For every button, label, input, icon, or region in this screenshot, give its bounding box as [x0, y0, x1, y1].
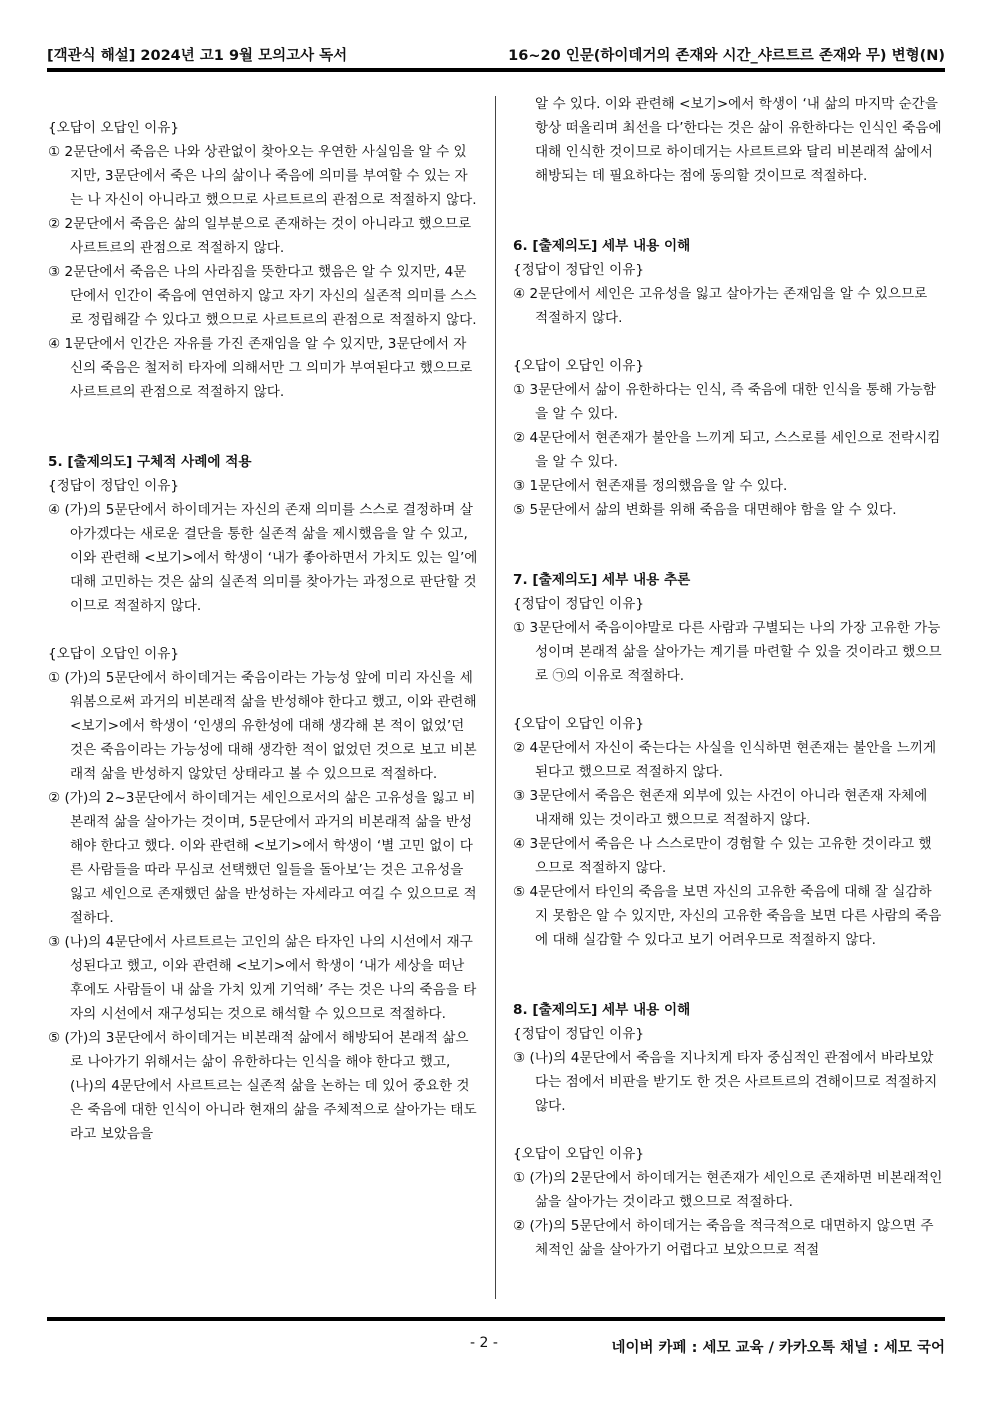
q5-continued: 알 수 있다. 이와 관련해 <보기>에서 학생이 ‘내 삶의 마지막 순간을 항상 떠올리며 최선을 다’한다는 것은 삶이 유한하다는 인식인 죽음에 대해 인식한 것이므로 하이데거는 사르트르와 달리 비본래적 삶에서 해방되는 데 필요하다는 점에 동의할 것이므로 적절하다. — [535, 96, 942, 184]
header-title: [객관식 해설] 2024년 고1 9월 모의고사 독서 — [47, 48, 348, 64]
q6-wrong-item: ② 4문단에서 현존재가 불안을 느끼게 되고, 스스로를 세인으로 전락시킴을 알 수 있다. — [513, 430, 941, 470]
q6-correct-label: {정답이 정답인 이유} — [513, 262, 644, 278]
q4-wrong-item: ① 2문단에서 죽음은 나와 상관없이 찾아오는 우연한 사실임을 알 수 있지만, 3문단에서 죽은 나의 삶이나 죽음에 의미를 부여할 수 있는 자는 나 자신이 아니라고 했으므로 사르트르의 관점으로 적절하지 않다. — [48, 144, 477, 208]
q5-correct-item: ④ (가)의 5문단에서 하이데거는 자신의 존재 의미를 스스로 결정하며 살아가겠다는 새로운 결단을 통한 실존적 삶을 제시했음을 알 수 있고, 이와 관련해 <보기>에서 학생이 ‘내가 좋아하면서 가치도 있는 일’에 대해 고민하는 것은 삶의 실존적 의미를 찾아가는 과정으로 판단할 것이므로 적절하지 않다. — [48, 502, 478, 614]
q7-wrong-label: {오답이 오답인 이유} — [513, 716, 644, 732]
q5-wrong-item: ⑤ (가)의 3문단에서 하이데거는 비본래적 삶에서 해방되어 본래적 삶으로 나아가기 위해서는 삶이 유한하다는 인식을 해야 한다고 했고, (나)의 4문단에서 사르트르는 실존적 삶을 논하는 데 있어 중요한 것은 죽음에 대한 인식이 아니라 현재의 삶을 주체적으로 살아가는 태도라고 보았음을 — [48, 1030, 477, 1142]
q5-title: 5. [출제의도] 구체적 사례에 적용 — [48, 454, 252, 470]
q6-wrong-item: ⑤ 5문단에서 삶의 변화를 위해 죽음을 대면해야 함을 알 수 있다. — [513, 502, 897, 518]
q5-wrong-item: ② (가)의 2~3문단에서 하이데거는 세인으로서의 삶은 고유성을 잃고 비본래적 삶을 살아가는 것이며, 5문단에서 과거의 비본래적 삶을 반성해야 한다고 했다. 이와 관련해 <보기>에서 학생이 ‘별 고민 없이 다른 사람들을 따라 무심코 선택했던 일들을 돌아보’는 것은 고유성을 잃고 세인으로 존재했던 삶을 반성하는 자세라고 여길 수 있으므로 적절하다. — [48, 790, 477, 926]
q7-correct-label: {정답이 정답인 이유} — [513, 596, 644, 612]
column-divider — [495, 96, 496, 1299]
bottom-rule — [47, 1317, 945, 1321]
q8-wrong-item: ① (가)의 2문단에서 하이데거는 현존재가 세인으로 존재하면 비본래적인 삶을 살아가는 것이라고 했으므로 적절하다. — [513, 1170, 943, 1210]
q5-wrong-item: ③ (나)의 4문단에서 사르트르는 고인의 삶은 타자인 나의 시선에서 재구성된다고 했고, 이와 관련해 <보기>에서 학생이 ‘내가 세상을 떠난 후에도 사람들이 내 삶을 가치 있게 기억해’ 주는 것은 나의 죽음을 타자의 시선에서 재구성되는 것으로 해석할 수 있으므로 적절하다. — [48, 934, 477, 1022]
q7-wrong-item: ② 4문단에서 자신이 죽는다는 사실을 인식하면 현존재는 불안을 느끼게 된다고 했으므로 적절하지 않다. — [513, 740, 937, 780]
q5-wrong-item: ① (가)의 5문단에서 하이데거는 죽음이라는 가능성 앞에 미리 자신을 세워봄으로써 과거의 비본래적 삶을 반성해야 한다고 했고, 이와 관련해 <보기>에서 학생이 ‘인생의 유한성에 대해 생각해 본 적이 없었’던 것은 죽음이라는 가능성에 대해 생각한 적이 없었던 것으로 보고 비본래적 삶을 반성하지 않았던 상태라고 볼 수 있으므로 적절하다. — [48, 670, 477, 782]
left-column — [48, 92, 478, 1146]
q6-correct-item: ④ 2문단에서 세인은 고유성을 잃고 살아가는 존재임을 알 수 있으므로 적절하지 않다. — [513, 286, 928, 326]
right-column — [513, 92, 943, 1262]
q8-title: 8. [출제의도] 세부 내용 이해 — [513, 1002, 691, 1018]
page-header — [47, 44, 945, 68]
q8-wrong-label: {오답이 오답인 이유} — [513, 1146, 644, 1162]
q7-title: 7. [출제의도] 세부 내용 추론 — [513, 572, 691, 588]
q8-correct-item: ③ (나)의 4문단에서 죽음을 지나치게 타자 중심적인 관점에서 바라보았다는 점에서 비판을 받기도 한 것은 사르트르의 견해이므로 적절하지 않다. — [513, 1050, 938, 1114]
page-number: - 2 - — [470, 1335, 498, 1351]
q4-wrong-item: ④ 1문단에서 인간은 자유를 가진 존재임을 알 수 있지만, 3문단에서 자신의 죽음은 철저히 타자에 의해서만 그 의미가 부여된다고 했으므로 사르트르의 관점으로 적절하지 않다. — [48, 336, 473, 400]
footer-source: 네이버 카페 : 세모 교육 / 카카오톡 채널 : 세모 국어 — [611, 1340, 945, 1356]
q4-wrong-item: ③ 2문단에서 죽음은 나의 사라짐을 뜻한다고 했음은 알 수 있지만, 4문단에서 인간이 죽음에 연연하지 않고 자기 자신의 실존적 의미를 스스로 정립해갈 수 있다고 했으므로 사르트르의 관점으로 적절하지 않다. — [48, 264, 477, 328]
q7-wrong-item: ③ 3문단에서 죽음은 현존재 외부에 있는 사건이 아니라 현존재 자체에 내재해 있는 것이라고 했으므로 적절하지 않다. — [513, 788, 928, 828]
q5-correct-label: {정답이 정답인 이유} — [48, 478, 179, 494]
q8-wrong-item: ② (가)의 5문단에서 하이데거는 죽음을 적극적으로 대면하지 않으면 주체적인 삶을 살아가기 어렵다고 보았으므로 적절 — [513, 1218, 934, 1258]
top-rule — [47, 68, 945, 72]
q7-wrong-item: ④ 3문단에서 죽음은 나 스스로만이 경험할 수 있는 고유한 것이라고 했으므로 적절하지 않다. — [513, 836, 932, 876]
q7-wrong-item: ⑤ 4문단에서 타인의 죽음을 보면 자신의 고유한 죽음에 대해 잘 실감하지 못함은 알 수 있지만, 자신의 고유한 죽음을 보면 다른 사람의 죽음에 대해 실감할 수 있다고 보기 어려우므로 적절하지 않다. — [513, 884, 942, 948]
q8-correct-label: {정답이 정답인 이유} — [513, 1026, 644, 1042]
q6-wrong-label: {오답이 오답인 이유} — [513, 358, 644, 374]
header-subtitle: 16~20 인문(하이데거의 존재와 시간_샤르트르 존재와 무) 변형(N) — [508, 48, 945, 64]
q6-wrong-item: ① 3문단에서 삶이 유한하다는 인식, 즉 죽음에 대한 인식을 통해 가능함을 알 수 있다. — [513, 382, 936, 422]
q4-wrong-label: {오답이 오답인 이유} — [48, 120, 179, 136]
q4-wrong-item: ② 2문단에서 죽음은 삶의 일부분으로 존재하는 것이 아니라고 했으므로 사르트르의 관점으로 적절하지 않다. — [48, 216, 472, 256]
q6-title: 6. [출제의도] 세부 내용 이해 — [513, 238, 691, 254]
q7-correct-item: ① 3문단에서 죽음이야말로 다른 사람과 구별되는 나의 가장 고유한 가능성이며 본래적 삶을 살아가는 계기를 마련할 수 있을 것이라고 했으므로 ㉠의 이유로 적절하다. — [513, 620, 942, 684]
q5-wrong-label: {오답이 오답인 이유} — [48, 646, 179, 662]
q6-wrong-item: ③ 1문단에서 현존재를 정의했음을 알 수 있다. — [513, 478, 788, 494]
